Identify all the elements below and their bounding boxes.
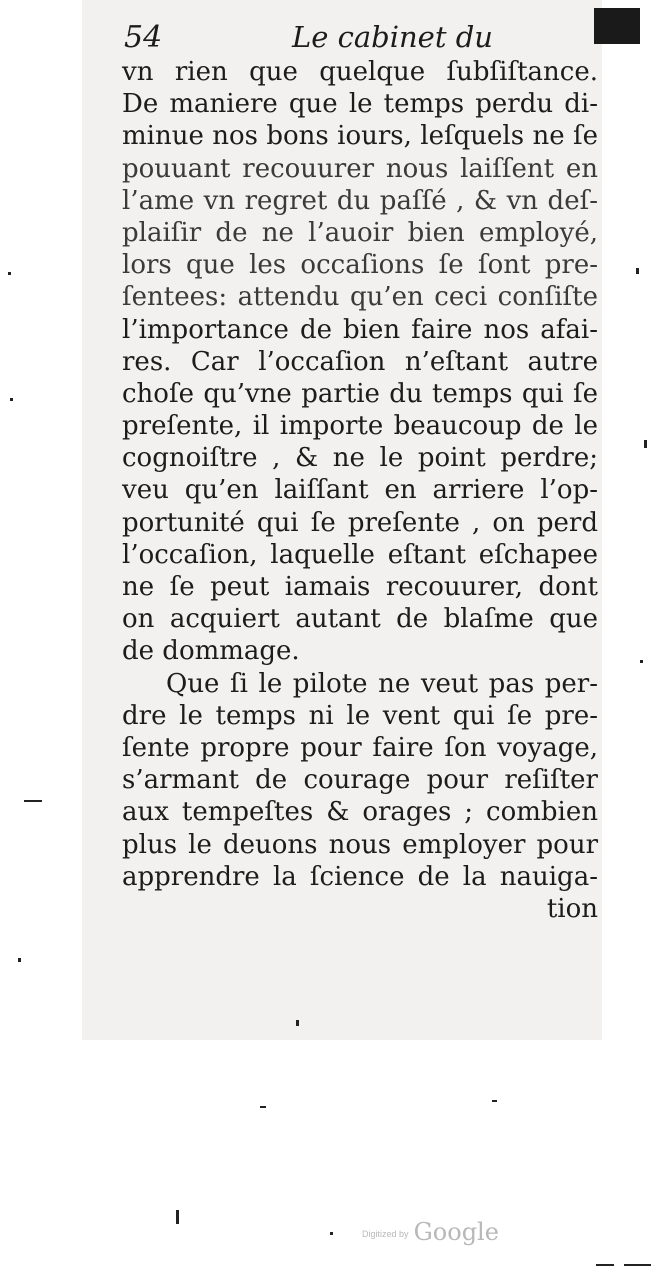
text-line: l’occaſion, laquelle eſtant eſchapee [122,539,598,570]
scan-speck [330,1232,333,1235]
running-head-title: Le cabinet du [292,20,493,54]
page-number: 54 [124,20,163,55]
text-line: de dommage. [122,636,300,667]
scan-speck [636,268,639,274]
text-line: aux tempeſtes & orages ; combien [122,797,598,828]
scan-speck [640,660,643,663]
catchword: tion [546,893,598,924]
scan-speck [260,1106,266,1108]
text-line: veu qu’en laiſſant en arriere l’op- [122,475,598,506]
scan-speck [624,1264,651,1266]
text-line: choſe qu’vne partie du temps qui ſe [122,378,598,409]
text-line: cognoiſtre , & ne le point perdre; [122,443,598,474]
watermark-prefix: Digitized by [362,1229,409,1239]
scan-speck [492,1100,497,1102]
running-head [124,18,594,54]
body-text [122,56,598,925]
text-line: plus le deuons nous employer pour [122,829,598,860]
text-line: dre le temps ni le vent qui ſe pre- [122,700,598,731]
text-line: pouuant recouurer nous laiſſent en [122,153,598,184]
google-logo: Google [413,1218,499,1246]
text-line: l’ame vn regret du paſſé , & vn deſ- [122,185,598,216]
scan-speck [10,398,13,401]
scan-speck [8,272,11,275]
scan-edge-shadow [594,8,640,44]
text-line: lors que les occaſions ſe ſont pre- [122,250,598,281]
text-line: l’importance de bien faire nos afai- [122,314,598,345]
text-line: s’armant de courage pour reſiſter [122,765,598,796]
digitized-by-google-watermark [362,1218,499,1246]
scan-speck [24,800,42,802]
text-line: preſente, il importe beaucoup de le [122,411,598,442]
scan-speck [176,1210,179,1224]
text-line: ſentees: attendu qu’en ceci conſiſte [122,282,598,313]
scan-speck [644,440,647,448]
scan-speck [596,1264,614,1266]
text-line: portunité qui ſe preſente , on perd [122,507,598,538]
text-line: res. Car l’occaſion n’eſtant autre [122,346,598,377]
text-line: minue nos bons iours, leſquels ne ſe [122,121,598,152]
paragraph-first-line: Que ſi le pilote ne veut pas per- [166,668,598,699]
text-line: on acquiert autant de blaſme que [122,604,598,635]
text-line: apprendre la ſcience de la nauiga- [122,861,598,892]
scan-speck [18,958,21,962]
text-line: vn rien que quelque ſubſiſtance. [122,57,598,87]
text-line: ſente propre pour faire ſon voyage, [122,732,598,763]
text-line: ne ſe peut iamais recouurer, dont [122,572,598,602]
text-line: plaiſir de ne l’auoir bien employé, [122,217,598,248]
text-line: De maniere que le temps perdu di- [122,89,598,120]
scan-speck [296,1020,299,1026]
